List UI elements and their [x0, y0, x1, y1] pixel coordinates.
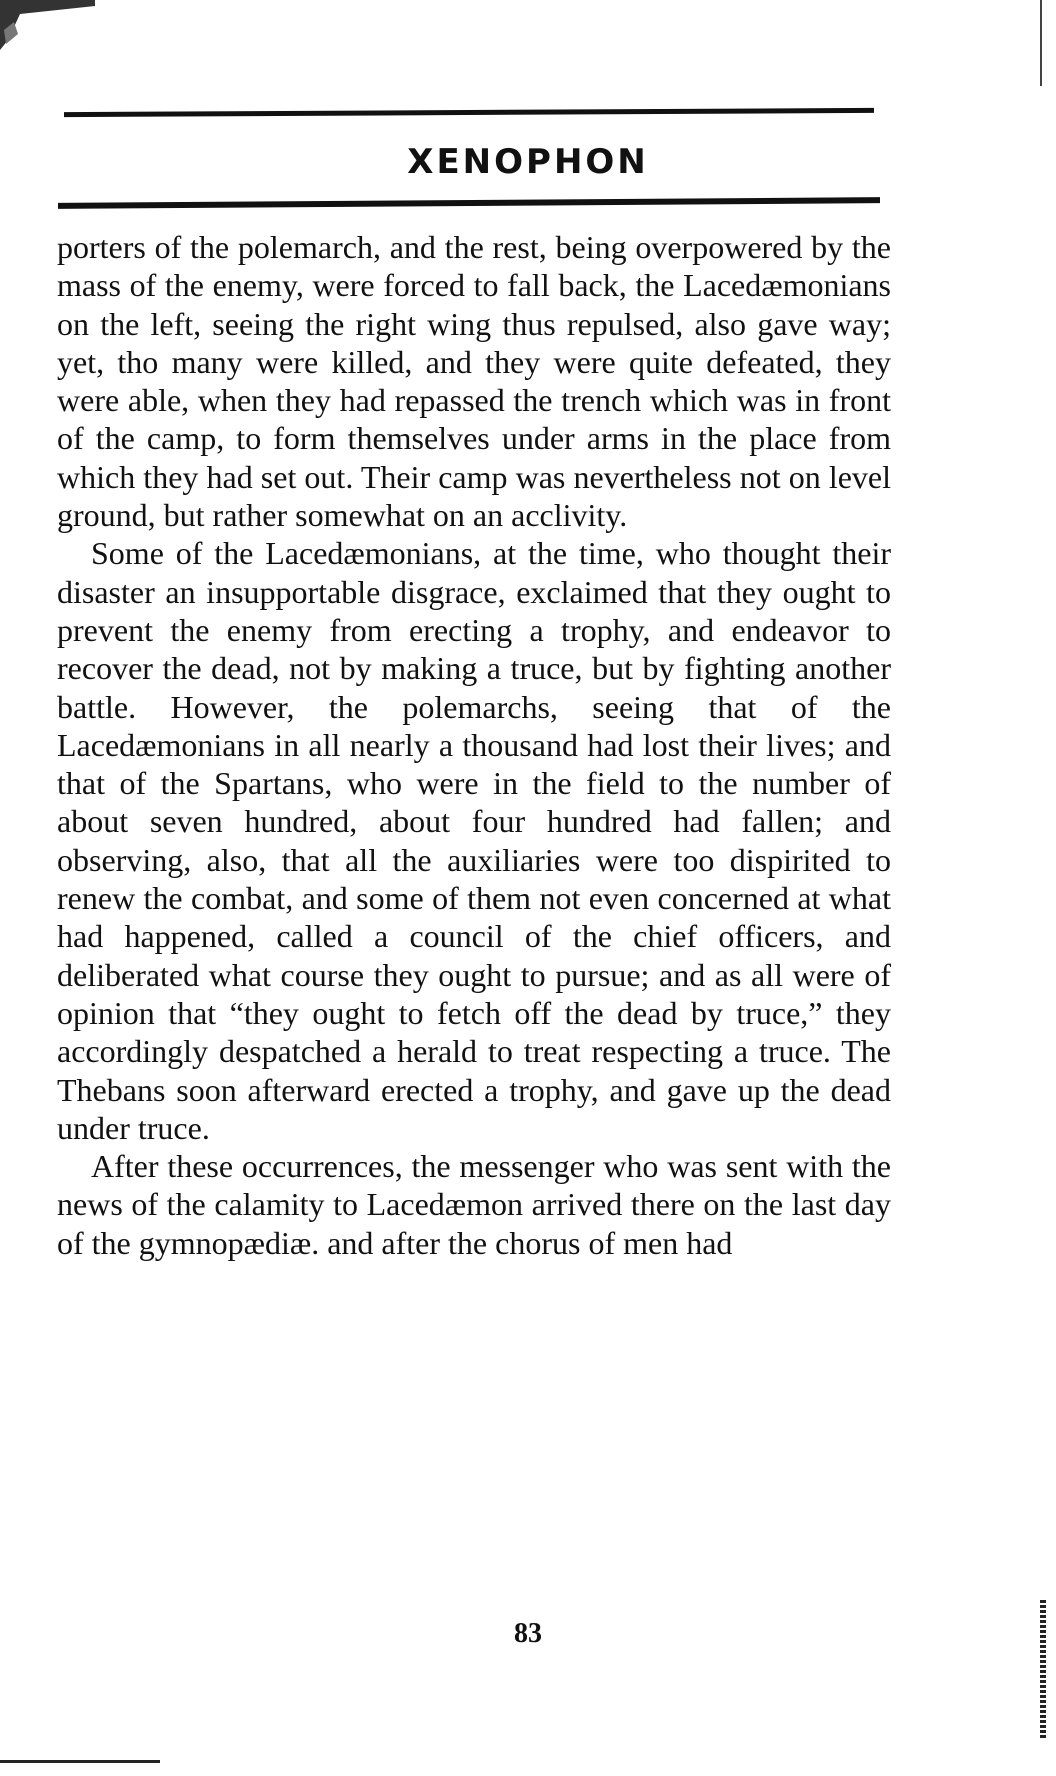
edge-scan-mark — [0, 1760, 160, 1763]
paragraph: Some of the Lacedæmonians, at the time, who thought their disaster an insupportable disgrace, exclaimed that they ought to prevent the enemy from erecting a trophy, and endeavor to recover the dead, not by making a truce, but by fighting another battle. However, the polemarchs, seeing that of the Lacedæmonians in all nearly a thousand had lost their lives; and that of the Spartans, who were in the field to the number of about seven hundred, about four hundred had fallen; and observing, also, that all the auxiliaries were too dispirited to renew the combat, and some of them not even concerned at what had happened, called a council of the chief officers, and deliberated what course they ought to pursue; and as all were of opinion that “they ought to fetch off the dead by truce,” they accordingly despatched a herald to treat respecting a truce. The Thebans soon afterward erected a trophy, and gave up the dead under truce. — [57, 535, 891, 1146]
edge-scan-mark — [1040, 0, 1042, 86]
header-rule-top — [64, 108, 874, 117]
running-head: XENOPHON — [407, 142, 649, 182]
page-number: 83 — [514, 1618, 542, 1649]
paragraph: porters of the polemarch, and the rest, being overpowered by the mass of the enemy, were forced to fall back, the Lacedæmonians on the left, seeing the right wing thus repulsed, also gave way; yet, tho many were killed, and they were quite defeated, they were able, when they had repassed the trench which was in front of the camp, to form themselves under arms in the place from which they had set out. Their camp was nevertheless not on level ground, but rather somewhat on an acclivity. — [57, 229, 891, 534]
paragraph: After these occurrences, the messenger who was sent with the news of the calamity to Lacedæmon arrived there on the last day of the gymnopædiæ. and after the chorus of men had — [57, 1148, 891, 1261]
corner-scan-mark — [0, 0, 110, 60]
header-rule-bottom — [58, 197, 880, 209]
body-text — [57, 228, 891, 1262]
